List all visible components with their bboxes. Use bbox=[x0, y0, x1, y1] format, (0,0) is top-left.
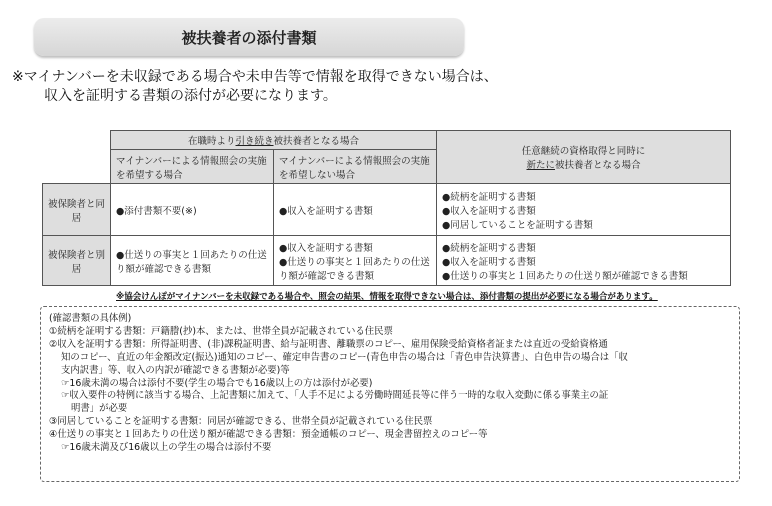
row-label-separate: 被保険者と別 居 bbox=[43, 236, 111, 286]
new-header-underlined: 新たに bbox=[526, 160, 556, 171]
cell-r2-c3: ●続柄を証明する書類 ●収入を証明する書類 ●仕送りの事実と１回あたりの仕送り額が確認できる書類 bbox=[437, 236, 731, 286]
example-item-2-note2: ☞収入要件の特例に該当する場合、上記書類に加えて、「人手不足による労働時間延長等に伴う一時的な収入変動に係る事業主の証 bbox=[61, 390, 609, 402]
intro-text bbox=[12, 68, 498, 106]
intro-line-1: ※マイナンバーを未収録である場合や未申告等で情報を取得できない場合は、 bbox=[12, 69, 498, 85]
group-header-suffix: 被扶養者となる場合 bbox=[273, 136, 360, 147]
example-item-2-cont2: 支内訳書」等、収入の内訳が確認できる書類が必要)等 bbox=[61, 364, 290, 376]
page-title: 被扶養者の添付書類 bbox=[181, 28, 317, 47]
table-row bbox=[43, 184, 731, 236]
example-item-2: ②収入を証明する書類：所得証明書、(非)課税証明書、給与証明書、離職票のコピー、雇用保険受給資格者証または直近の受給資格通 bbox=[49, 338, 608, 350]
table-corner bbox=[43, 131, 111, 184]
attachment-table bbox=[42, 130, 731, 286]
group-header bbox=[111, 131, 437, 150]
new-dependent-header bbox=[437, 131, 731, 184]
new-header-suffix: 被扶養者となる場合 bbox=[555, 160, 641, 171]
table-row bbox=[43, 236, 731, 286]
intro-line-2: 収入を証明する書類の添付が必要になります。 bbox=[44, 88, 337, 104]
group-header-prefix: 在職時より bbox=[187, 136, 236, 147]
cell-r2-c2: ●収入を証明する書類 ●仕送りの事実と１回あたりの仕送り額が確認できる書類 bbox=[274, 236, 437, 286]
sub-header-2: マイナンバーによる情報照会の実施を希望しない場合 bbox=[274, 150, 437, 184]
example-item-4: ④仕送りの事実と１回あたりの仕送り額が確認できる書類：預金通帳のコピー、現金書留控えのコピー等 bbox=[49, 429, 488, 441]
table-note: ※協会けんぽがマイナンバーを未収録である場合や、照会の結果、情報を取得できない場合は、添付書類の提出が必要になる場合があります。 bbox=[116, 292, 658, 302]
example-item-2-note1: ☞16歳未満の場合は添付不要(学生の場合でも16歳以上の方は添付が必要) bbox=[61, 377, 373, 389]
example-item-2-note2-cont: 明書」が必要 bbox=[71, 403, 128, 415]
cell-r2-c1: ●仕送りの事実と１回あたりの仕送り額が確認できる書類 bbox=[111, 236, 274, 286]
cell-r1-c2: ●収入を証明する書類 bbox=[274, 184, 437, 236]
example-item-3: ③同居していることを証明する書類：同居が確認できる、世帯全員が記載されている住民票 bbox=[49, 416, 433, 428]
row-label-cohabit: 被保険者と同 居 bbox=[43, 184, 111, 236]
new-header-line1: 任意継続の資格取得と同時に bbox=[521, 146, 646, 157]
example-item-1: ①続柄を証明する書類：戸籍謄(抄)本、または、世帯全員が記載されている住民票 bbox=[49, 325, 393, 337]
example-item-2-cont1: 知のコピー、直近の年金額改定(振込)通知のコピー、確定申告書のコピー(青色申告の場合は「青色申告決算書」、白色申告の場合は「収 bbox=[61, 351, 628, 363]
cell-r1-c1: ●添付書類不要(※) bbox=[111, 184, 274, 236]
example-item-4-note: ☞16歳未満及び16歳以上の学生の場合は添付不要 bbox=[61, 442, 272, 454]
sub-header-1: マイナンバーによる情報照会の実施を希望する場合 bbox=[111, 150, 274, 184]
cell-r1-c3: ●続柄を証明する書類 ●収入を証明する書類 ●同居していることを証明する書類 bbox=[437, 184, 731, 236]
title-banner bbox=[34, 18, 464, 56]
examples-box bbox=[40, 306, 740, 482]
examples-heading: (確認書類の具体例) bbox=[49, 313, 132, 324]
group-header-underlined: 引き続き bbox=[235, 136, 274, 147]
